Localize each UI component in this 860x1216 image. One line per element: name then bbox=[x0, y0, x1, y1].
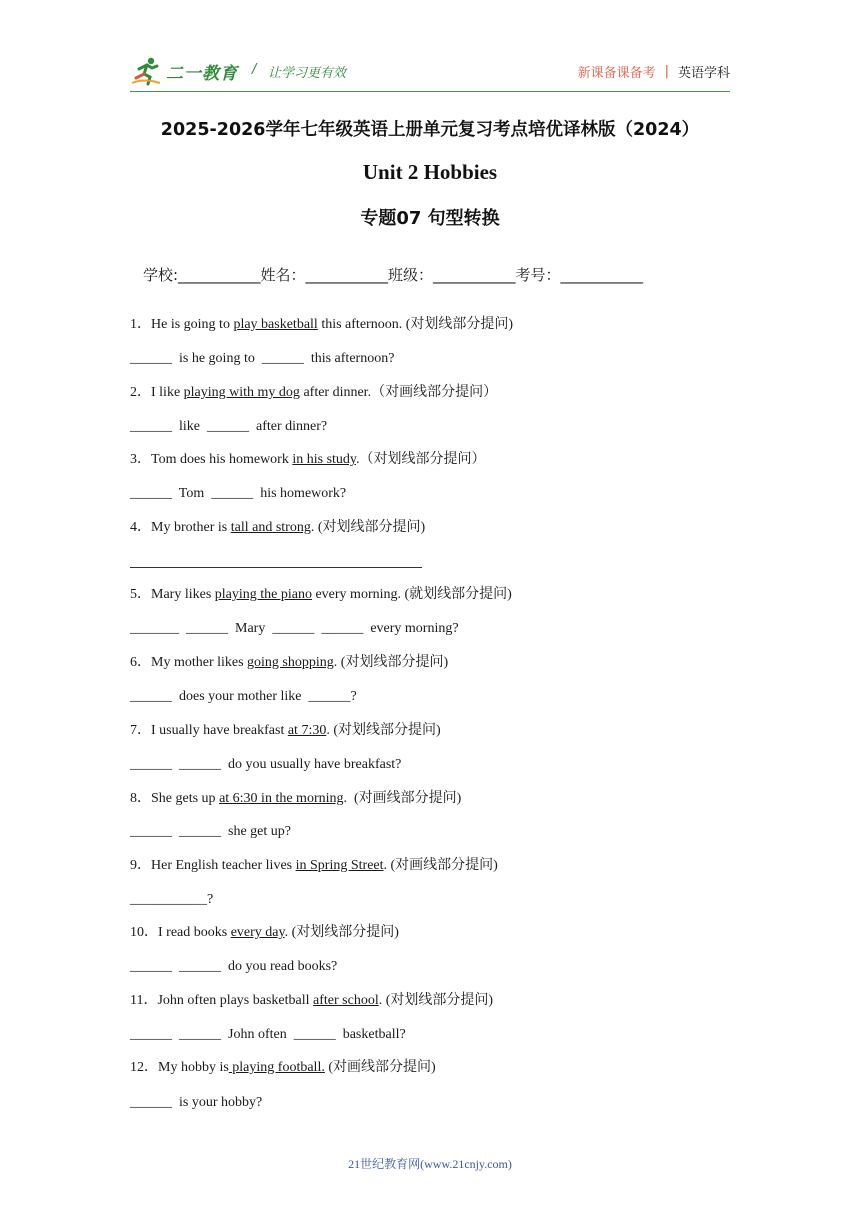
question-3 bbox=[130, 451, 486, 469]
header-slogan: 让学习更有效 bbox=[268, 66, 347, 81]
question-instruction: . (对划线部分提问) bbox=[310, 520, 426, 535]
question-4 bbox=[130, 519, 425, 537]
underlined-part: tall and strong bbox=[230, 520, 311, 535]
question-text: 6．My mother likes bbox=[130, 655, 248, 670]
underlined-part: in Spring Street bbox=[295, 858, 384, 873]
header-divider: | bbox=[664, 64, 669, 79]
answer-7: ______ ______ do you usually have breakfast? bbox=[130, 757, 402, 772]
underlined-part: playing football. bbox=[228, 1060, 325, 1075]
question-instruction: . (对划线部分提问) bbox=[284, 925, 399, 940]
answer-9: ___________? bbox=[130, 892, 214, 907]
answer-12: ______ is your hobby? bbox=[130, 1095, 263, 1110]
question-12 bbox=[130, 1059, 436, 1077]
answer-11: ______ ______ John often ______ basketball? bbox=[130, 1027, 406, 1042]
underlined-part: playing the piano bbox=[214, 587, 312, 602]
question-6 bbox=[130, 654, 448, 672]
question-11 bbox=[130, 992, 493, 1010]
question-instruction: . (对划线部分提问) bbox=[378, 993, 494, 1008]
runner-logo-icon bbox=[130, 56, 164, 86]
underlined-part: every day bbox=[230, 925, 285, 940]
question-text: 8．She gets up bbox=[130, 791, 220, 806]
answer-6: ______ does your mother like ______? bbox=[130, 689, 357, 704]
question-instruction: . (对划线部分提问) bbox=[326, 723, 441, 738]
question-5 bbox=[130, 586, 512, 604]
underlined-part: play basketball bbox=[233, 317, 318, 332]
student-info-line: 学校:___________姓名：___________班级：___________考号：___________ bbox=[143, 266, 644, 284]
question-text: 1．He is going to bbox=[130, 317, 234, 332]
answer-3: ______ Tom ______ his homework? bbox=[130, 486, 347, 501]
header-subject-label: 英语学科 bbox=[677, 66, 730, 81]
question-instruction: . (对画线部分提问) bbox=[343, 791, 462, 806]
answer-2: ______ like ______ after dinner? bbox=[130, 419, 328, 434]
question-instruction: . (对画线部分提问) bbox=[383, 858, 498, 873]
question-instruction: every morning. (就划线部分提问) bbox=[311, 587, 512, 602]
header-subject bbox=[578, 62, 730, 81]
logo-text: 二一教育 bbox=[166, 63, 238, 84]
question-text: 4．My brother is bbox=[130, 520, 231, 535]
question-text: 12．My hobby is bbox=[130, 1060, 229, 1075]
underlined-part: playing with my dog bbox=[183, 385, 300, 400]
underlined-part: after school bbox=[313, 993, 379, 1008]
answer-4-blank-line bbox=[130, 567, 422, 568]
page-header bbox=[130, 56, 730, 92]
question-7 bbox=[130, 722, 441, 740]
unit-title: Unit 2 Hobbies bbox=[362, 160, 498, 184]
underlined-part: going shopping bbox=[247, 655, 334, 670]
answer-5: _______ ______ Mary ______ ______ every morning? bbox=[130, 621, 459, 636]
topic-title: 专题07 句型转换 bbox=[360, 208, 500, 229]
answer-10: ______ ______ do you read books? bbox=[130, 959, 338, 974]
header-rule bbox=[130, 91, 730, 92]
question-instruction: (对画线部分提问) bbox=[324, 1060, 436, 1075]
question-text: 10．I read books bbox=[130, 925, 231, 940]
underlined-part: at 7:30 bbox=[287, 723, 327, 738]
question-text: 5．Mary likes bbox=[130, 587, 215, 602]
header-course-label: 新课备课备考 bbox=[577, 66, 656, 81]
question-instruction: . (对划线部分提问) bbox=[333, 655, 449, 670]
question-instruction: this afternoon. (对划线部分提问) bbox=[317, 317, 514, 332]
answer-8: ______ ______ she get up? bbox=[130, 824, 291, 839]
underlined-part: in his study bbox=[292, 452, 356, 467]
underlined-part: at 6:30 in the morning bbox=[219, 791, 344, 806]
question-text: 11．John often plays basketball bbox=[130, 993, 314, 1008]
question-8 bbox=[130, 790, 461, 808]
question-instruction: after dinner.（对画线部分提问） bbox=[299, 385, 498, 400]
answer-1: ______ is he going to ______ this afternoon? bbox=[130, 351, 395, 366]
question-instruction: .（对划线部分提问） bbox=[356, 452, 486, 467]
question-2 bbox=[130, 384, 497, 402]
page-footer: 21世纪教育网(www.21cnjy.com) bbox=[348, 1157, 512, 1171]
logo bbox=[130, 56, 238, 86]
question-9 bbox=[130, 857, 498, 875]
question-text: 7．I usually have breakfast bbox=[130, 723, 288, 738]
header-slash: / bbox=[252, 62, 257, 77]
question-text: 3．Tom does his homework bbox=[130, 452, 293, 467]
question-text: 2．I like bbox=[130, 385, 184, 400]
question-text: 9．Her English teacher lives bbox=[130, 858, 296, 873]
document-title: 2025-2026学年七年级英语上册单元复习考点培优译林版（2024） bbox=[160, 120, 700, 140]
question-10 bbox=[130, 924, 399, 942]
question-1 bbox=[130, 316, 513, 334]
